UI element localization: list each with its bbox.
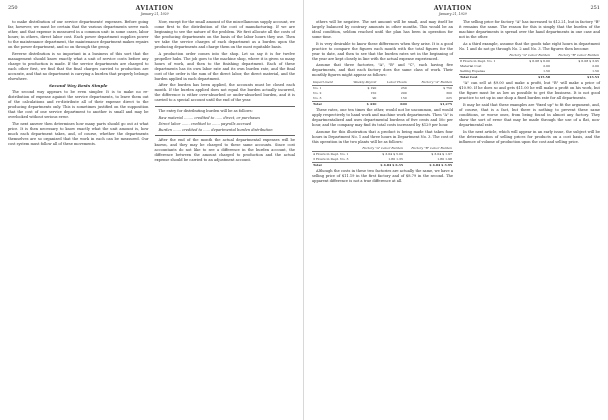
- table-cell: 3 Hours in Dept. No. 3: [313, 157, 349, 162]
- paragraph: The next answer then determines how many parts should go out at what price. It is then necessary to know exactly what the unit amount is, how much each department takes, and, of course, whether the departments themselves are so organized that the work in each can be measured. Our cost system must follow all of these movements.: [8, 121, 149, 146]
- right-issue-date: January 21, 1929: [438, 12, 467, 16]
- paragraph: It may be said that these examples are "fixed up" to fit the argument, and, of course, that is a fact, but there is nothing to prevent these same conditions, or worse ones, from being found in almost any factory. They show the sort of error that may be made through the use of a flat, non-departmental rate.: [459, 102, 600, 128]
- divider: [155, 135, 296, 136]
- right-page-header: [312, 5, 600, 20]
- paragraph: Assume for this illustration that a product is being made that takes four hours in Department No. 1 and three hours in Department No. 3. The cost of this operation in the two plants will be as follows:: [312, 129, 453, 144]
- table-cell: 250: [400, 86, 407, 91]
- right-page: [304, 0, 608, 420]
- table-cell: $ 3.04 $ 1.97: [431, 152, 452, 157]
- table-cell: 200: [400, 90, 407, 95]
- paragraph: These rates, one ten times the other, would not be uncommon, and would apply respectively to hand work and machine work departments. Then "A" is departmentalized and uses departmental burdens of five cents and 50c per hour, and the company may find its total costs increased by $129 per hour.: [312, 107, 453, 128]
- table-cell: 1.50: [543, 69, 550, 74]
- column-header: Factory "A" Burden: [408, 80, 453, 85]
- right-columns: [312, 20, 600, 186]
- column-header: Factory "A" Labor Burden: [355, 146, 404, 151]
- right-magazine-title: AVIATION: [433, 5, 472, 12]
- table-total-row: [459, 74, 600, 79]
- table-cell: Total: [312, 162, 355, 167]
- paragraph: Now, except for the small amount of the miscellaneous supply account, we come first to the distribution of the cost of manufacturing. If we are beginning to see the nature of the problem. We first allocate all the costs of the producing departments on the basis of the labor hours they use. Then we take the service charges of each department as a burden upon the producing departments and charge them on the most equitable basis.: [154, 20, 295, 50]
- table-cell: $ 6.08 $ 6.00: [529, 59, 550, 64]
- left-page-header: [8, 5, 295, 20]
- column-header: Factory "A" Labor Burden: [502, 53, 551, 58]
- table-cell: $ 4.84 $ 6.35: [355, 162, 404, 167]
- table-cell: 600: [377, 101, 407, 106]
- paragraph: Although the costs in these two factories are actually the same, we have a selling price of $11.19 in the first factory and of $8.79 in the second. The apparent difference is not a true difference at all.: [312, 169, 453, 184]
- table-total-row: [312, 162, 453, 167]
- table-cell: 2.00: [543, 64, 550, 69]
- table-cell: 8 Hours in Dept. No. 1: [460, 59, 496, 64]
- paragraph: The second way appears to be even simpler. It is to make no re-distribution of expense against the service departments, to leave them out of the calculations and re-distribute all of their expense direct to the producing departments only. This is sometimes justified on the supposition that the cost of one service department to another is small and may be overlooked without serious error.: [8, 90, 149, 120]
- journal-entries: [159, 116, 296, 133]
- table-cell: 225: [446, 95, 452, 100]
- column-header: Factory "B" Labor Burden: [551, 53, 600, 58]
- table-row: [312, 152, 453, 157]
- table-cell: $ 190: [367, 86, 377, 91]
- paragraph: A production order comes into the shop. Let us say it is for twelve propeller hubs. The job goes to the machine shop, where it is given so many hours of work, and then to the finishing department. Each of these departments has its own labor rate and its own burden rate, and the final cost of the order is the sum of the direct labor, the direct material, and the burden applied in each department.: [154, 51, 295, 81]
- journal-entry: Direct labor ....... credited to ....... payrolls accrued: [158, 121, 252, 126]
- right-column-2: [459, 20, 600, 186]
- table-cell: 150: [370, 90, 377, 95]
- paragraph: to make distribution of our service departments' expenses. Before going far, however, we must be certain that the various departments serve each other, and that expense is measured in a common unit: in some cases, labor hours; in others, direct labor cost. Each power department supplies power to the maintenance department, the maintenance department makes repairs on the power department, and so on through the group.: [8, 20, 149, 50]
- entries-intro: The entry for distributing burden will be as follows:: [158, 108, 253, 113]
- table-cell: $ 3.04 $ 5.00: [382, 152, 403, 157]
- left-magazine-title: AVIATION: [135, 5, 174, 12]
- paragraph: others will be negative. The net amount will be small, and may itself be largely balanced by contrary amounts in other months. This would be an ideal condition, seldom reached until the plan has been in operation for some time.: [312, 20, 453, 40]
- table-cell: $1,275: [408, 101, 453, 106]
- paragraph: Reverse distribution is so important in a business of this sort that the management should know exactly what a unit of service costs before any charge to production is made. If the service departments are charged to each other first, we find that the final charges carried to production are accurate, and that no department is carrying a burden that properly belongs elsewhere.: [8, 51, 149, 81]
- right-column-1: [312, 20, 453, 186]
- table-cell: No. 2: [313, 90, 322, 95]
- paragraph: In the next article, which will appear in an early issue, the subject will be the determination of selling prices for products on a cost basis, and the influence of volume of production upon the cost and selling price.: [459, 129, 600, 144]
- left-column-1: [8, 20, 149, 164]
- journal-entry: Burden ....... credited to ...... departmental burden distribution: [158, 127, 273, 132]
- table-cell: $ 6.08 $ 3.95: [578, 59, 599, 64]
- table-cell: Material Cost: [460, 64, 482, 69]
- paragraph: It is very desirable to know these differences when they arise. It is a good practice to compare the figures each month with the total figures for the year to date, and then to see that the burden rates set in the beginning of the year are kept closely in line with the actual expense experienced.: [312, 41, 453, 61]
- table-cell: $ 750: [443, 86, 452, 91]
- paragraph: The selling price for factory "A" has increased to $12.21, but in factory "B" it remains the same. The reason for this is simply that the burden of the machine departments is spread over the hand departments in one case and not in the other.: [459, 20, 600, 40]
- table-cell: 2.00: [592, 64, 599, 69]
- left-columns: [8, 20, 295, 164]
- left-issue-date: January 21, 1929: [140, 12, 169, 16]
- paragraph: After the end of the month the actual departmental expenses will be known, and they may be charged to these same accounts. Since cost accountants do not like to see a difference in the burden account, the difference between the amount charged to production and the actual expense should be carried to an adjustment account.: [154, 137, 295, 162]
- paragraph: Assume that three factories, "A", "B" and "C", each having five departments, and that each factory does the same class of work. Their monthly figures might appear as follows:: [312, 63, 453, 78]
- column-header: Labor Hours: [377, 80, 407, 85]
- table-cell: $15.58: [502, 74, 551, 79]
- table-cell: Total Cost: [459, 74, 502, 79]
- table-cell: Selling Expense: [460, 69, 486, 74]
- left-running-head: [136, 5, 174, 16]
- column-header: Weekly Payroll: [343, 80, 378, 85]
- left-page-number: 250: [8, 5, 18, 11]
- table-cell: $ 430: [343, 101, 378, 106]
- table-cell: 300: [446, 90, 452, 95]
- paragraph: "A" can sell at $9.00 and make a profit, but "B" will make a price of $10.90. If he does so and gets $11.00 he will make a profit on his work, but the figure must be as low as possible to get the business. It is not good practice to set up in one shop a fixed burden rate for all departments.: [459, 81, 600, 101]
- table-cell: $ 4.84 $ 3.95: [404, 162, 453, 167]
- table-cell: 1.80 1.98: [437, 157, 452, 162]
- journal-entry: Raw material ........ credited to ...... direct, or purchases: [158, 115, 261, 120]
- paragraph: As a third example, assume that the goods take eight hours in department No. 1 and do not go through No. 2 and No. 3. The figures then become:: [459, 41, 600, 51]
- comparison-table: [312, 146, 453, 168]
- table-total-row: [312, 101, 453, 106]
- table-row: [459, 59, 600, 64]
- divider: [155, 106, 296, 107]
- table-cell: 4 Hours in Dept. No. 1: [313, 152, 349, 157]
- column-header: Depart-ment: [312, 80, 343, 85]
- right-page-number: 251: [590, 5, 600, 11]
- paragraph: After the burden has been applied, the accounts must be closed each month. If the burden applied does not equal the burden actually incurred, the difference is either over-absorbed or under-absorbed burden, and it is carried to a special account until the end of the year.: [154, 83, 295, 103]
- table-cell: 1.50: [592, 69, 599, 74]
- table-cell: No. 1: [313, 86, 322, 91]
- column-header: Factory "B" Labor Burden: [404, 146, 453, 151]
- table-cell: 90: [372, 95, 377, 100]
- table-cell: $13.53: [551, 74, 600, 79]
- section-heading: Second Way Rests Simple: [48, 83, 108, 89]
- table-cell: 150: [400, 95, 407, 100]
- table-cell: No. 3: [313, 95, 322, 100]
- table-cell: 1.80 1.35: [388, 157, 403, 162]
- left-column-2: [155, 20, 296, 164]
- cost-table: [459, 53, 600, 80]
- right-running-head: [434, 5, 472, 16]
- table-cell: Total: [312, 101, 343, 106]
- payroll-table: [312, 80, 453, 107]
